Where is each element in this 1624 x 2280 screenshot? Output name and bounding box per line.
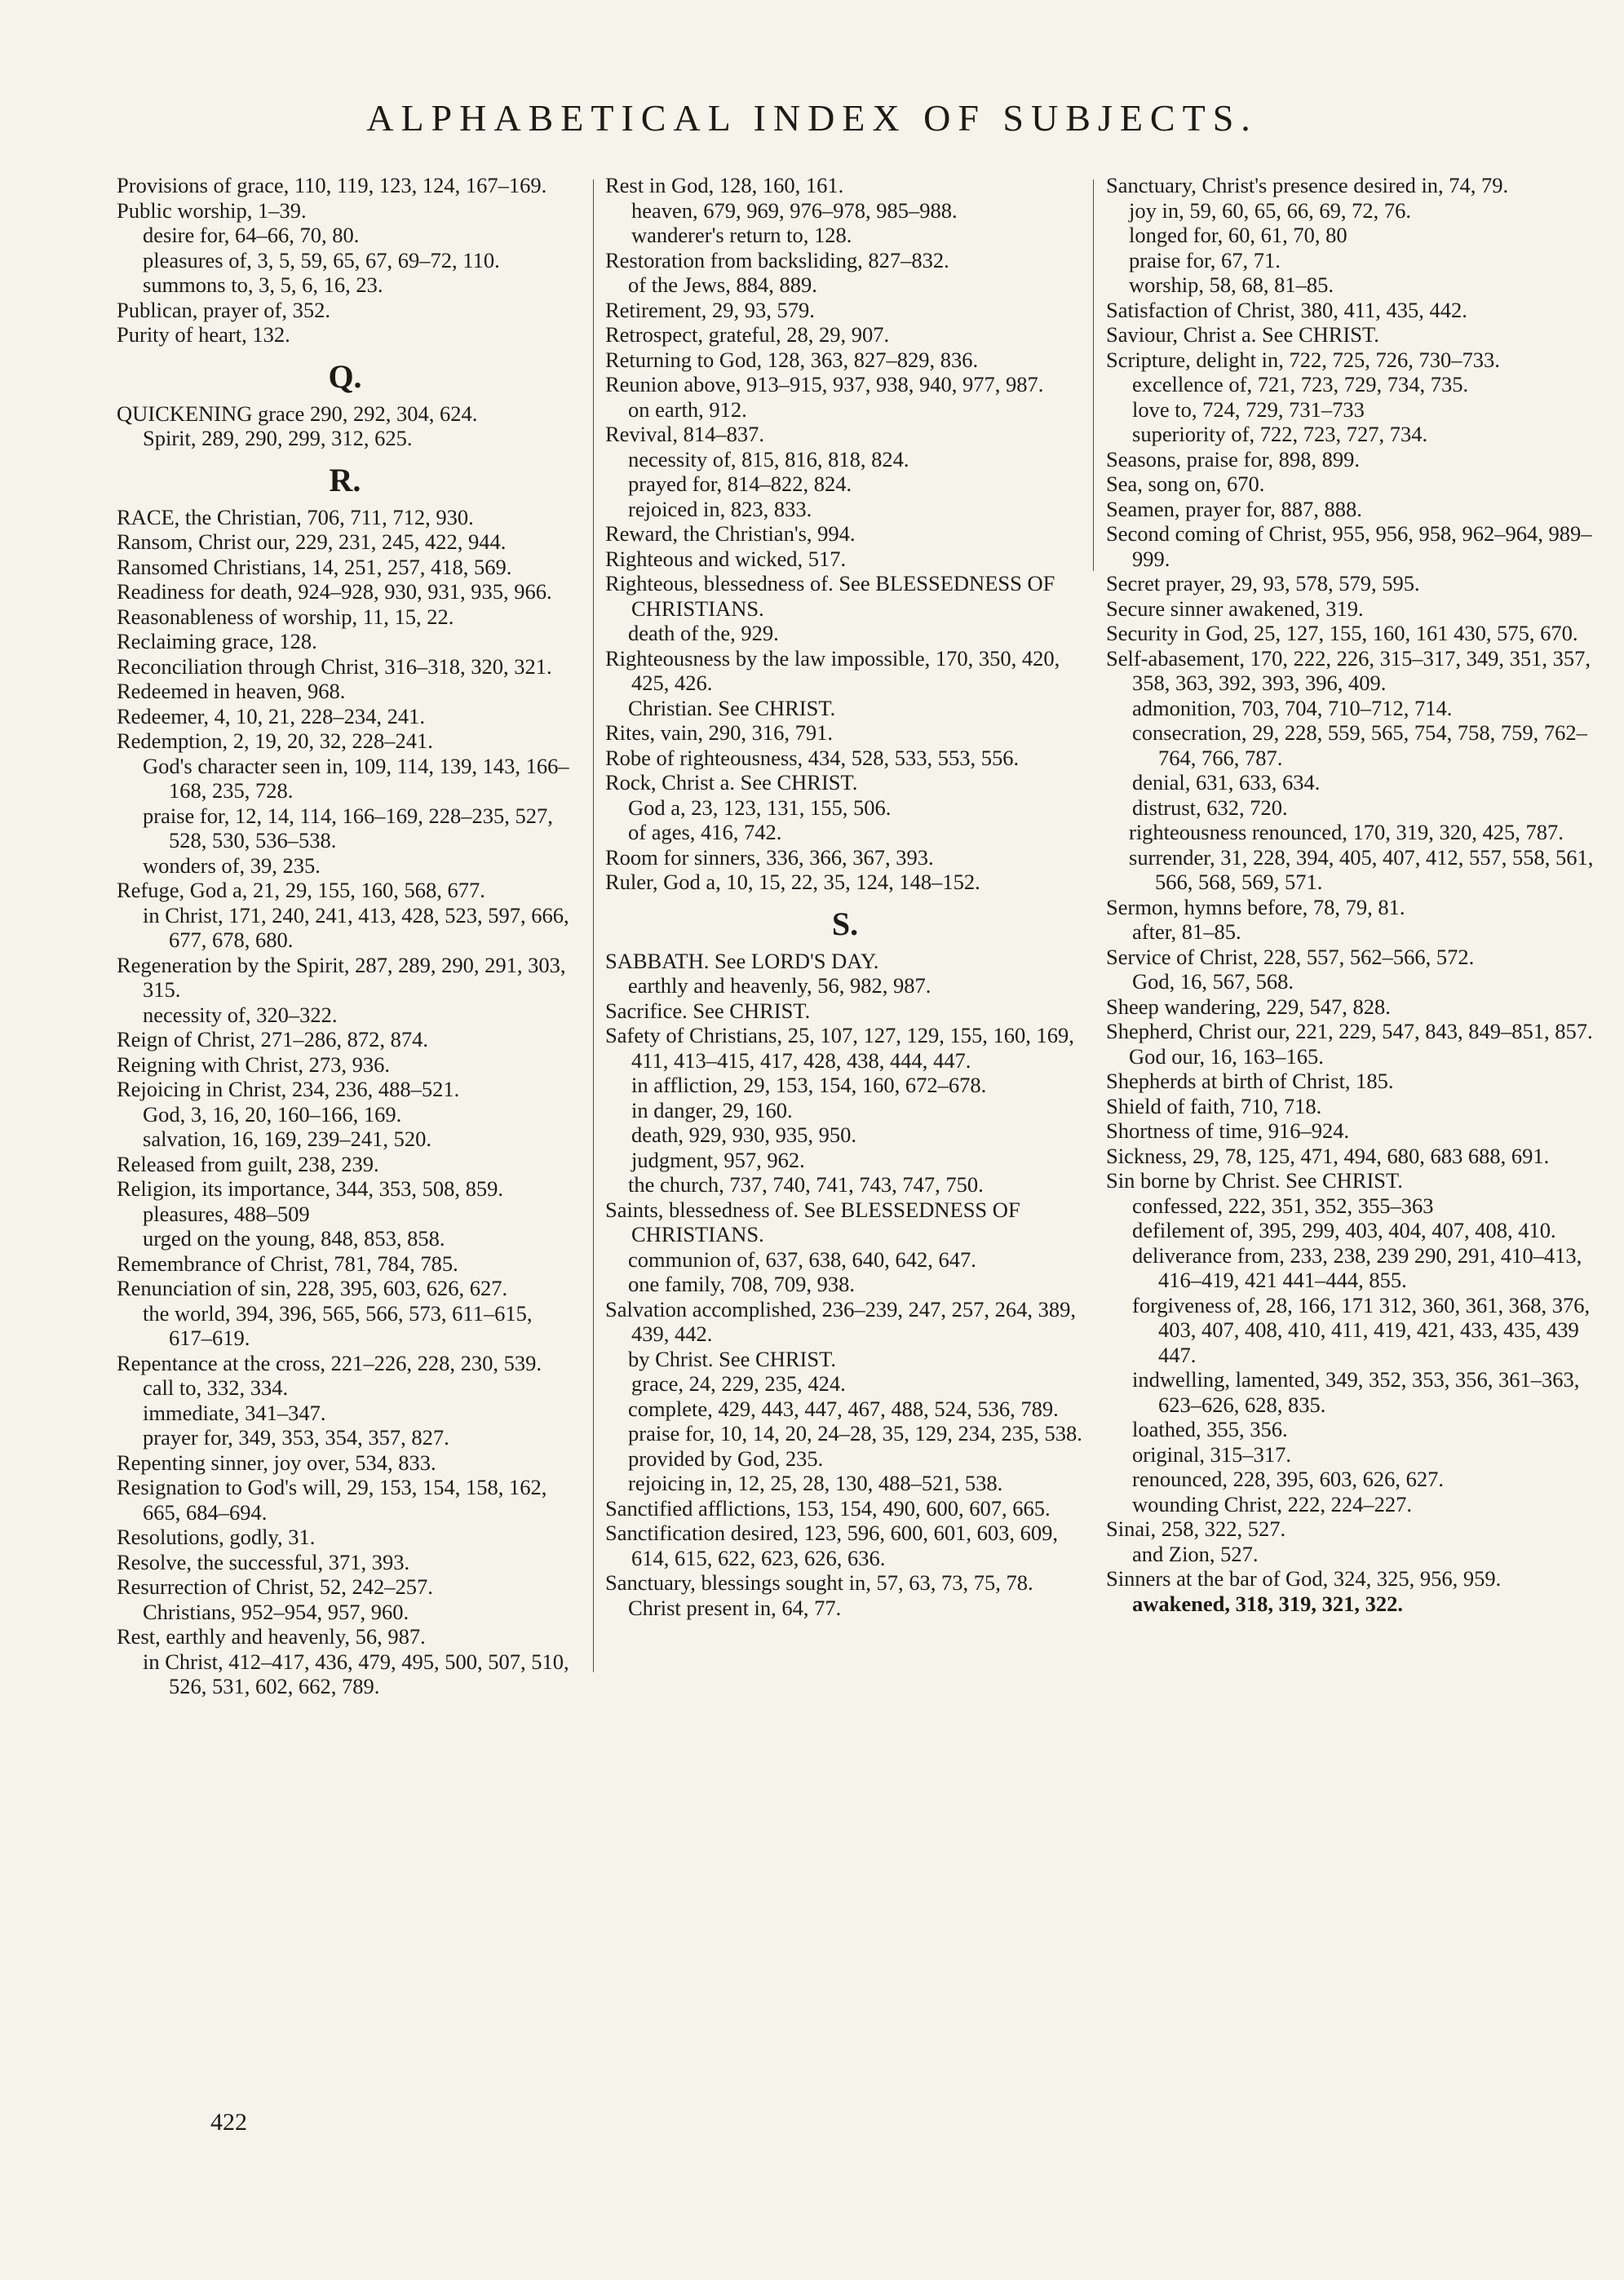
index-subentry: communion of, 637, 638, 640, 642, 647. [628, 1246, 976, 1272]
index-subentry: praise for, 67, 71. [1129, 247, 1281, 272]
index-entry: Repentance at the cross, 221–226, 228, 230, 539. [117, 1350, 542, 1375]
index-entry: Rock, Christ a. See CHRIST. [605, 770, 858, 795]
index-entry: Seasons, praise for, 898, 899. [1106, 446, 1360, 471]
index-subentry: on earth, 912. [628, 396, 747, 422]
index-subentry: Christians, 952–954, 957, 960. [143, 1599, 409, 1624]
index-subentry: urged on the young, 848, 853, 858. [143, 1226, 445, 1251]
index-subentry: rejoiced in, 823, 833. [628, 496, 812, 521]
index-entry: Redemption, 2, 19, 20, 32, 228–241. [117, 728, 433, 753]
index-entry: Righteousness by the law impossible, 170, 350, 420, 425, 426. [605, 645, 1060, 695]
index-entry: Seamen, prayer for, 887, 888. [1106, 496, 1362, 521]
index-subentry: the world, 394, 396, 565, 566, 573, 611–615, 617–619. [143, 1300, 533, 1350]
index-subentry: salvation, 16, 169, 239–241, 520. [143, 1127, 432, 1151]
index-subentry: rejoicing in, 12, 25, 28, 130, 488–521, 538. [628, 1471, 1003, 1495]
index-entry: Shepherd, Christ our, 221, 229, 547, 843, 849–851, 857. [1106, 1019, 1593, 1043]
index-subentry: joy in, 59, 60, 65, 66, 69, 72, 76. [1129, 197, 1411, 223]
index-subentry: death, 929, 930, 935, 950. [631, 1122, 857, 1147]
index-subentry: summons to, 3, 5, 6, 16, 23. [143, 272, 383, 297]
index-entry: SABBATH. See LORD'S DAY. [605, 948, 879, 973]
index-subentry: in affliction, 29, 153, 154, 160, 672–678. [631, 1073, 987, 1097]
index-column-3 [1106, 173, 1595, 1616]
index-subentry: immediate, 341–347. [143, 1400, 326, 1425]
index-entry: Restoration from backsliding, 827–832. [605, 247, 949, 272]
index-entry: Sickness, 29, 78, 125, 471, 494, 680, 683 688, 691. [1106, 1143, 1550, 1168]
index-subentry: righteousness renounced, 170, 319, 320, 425, 787. [1129, 820, 1564, 844]
index-entry: Redeemed in heaven, 968. [117, 679, 346, 703]
index-entry: Shield of faith, 710, 718. [1106, 1093, 1322, 1118]
index-subentry: one family, 708, 709, 938. [628, 1272, 855, 1296]
index-entry: Sinners at the bar of God, 324, 325, 956, 959. [1106, 1566, 1502, 1591]
index-entry: Repenting sinner, joy over, 534, 833. [117, 1450, 436, 1475]
index-subentry: grace, 24, 229, 235, 424. [631, 1371, 846, 1396]
section-letter: R. [329, 461, 361, 498]
index-subentry: Spirit, 289, 290, 299, 312, 625. [143, 426, 413, 450]
index-subentry: necessity of, 815, 816, 818, 824. [628, 446, 909, 471]
index-entry: Ruler, God a, 10, 15, 22, 35, 124, 148–152. [605, 870, 980, 894]
index-subentry: renounced, 228, 395, 603, 626, 627. [1132, 1467, 1444, 1491]
index-entry: Retrospect, grateful, 28, 29, 907. [605, 322, 890, 347]
index-subentry: God, 16, 567, 568. [1132, 969, 1294, 994]
index-entry: Rest, earthly and heavenly, 56, 987. [117, 1624, 426, 1649]
index-entry: Renunciation of sin, 228, 395, 603, 626, 627. [117, 1276, 508, 1300]
index-subentry: desire for, 64–66, 70, 80. [143, 223, 360, 247]
index-subentry: earthly and heavenly, 56, 982, 987. [628, 973, 931, 998]
index-subentry: praise for, 10, 14, 20, 24–28, 35, 129, 234, 235, 538. [628, 1421, 1082, 1445]
index-subentry: provided by God, 235. [628, 1445, 824, 1471]
index-entry: Reign of Christ, 271–286, 872, 874. [117, 1027, 429, 1051]
index-entry: Saviour, Christ a. See CHRIST. [1106, 322, 1379, 347]
index-entry: Shortness of time, 916–924. [1106, 1118, 1350, 1143]
index-entry: Ransom, Christ our, 229, 231, 245, 422, 944. [117, 529, 507, 554]
index-subentry: loathed, 355, 356. [1132, 1417, 1288, 1441]
column-divider-left [593, 179, 594, 1672]
index-subentry: wonders of, 39, 235. [143, 852, 321, 878]
index-entry: Room for sinners, 336, 366, 367, 393. [605, 844, 934, 870]
index-entry: Satisfaction of Christ, 380, 411, 435, 442. [1106, 297, 1467, 322]
index-subentry: love to, 724, 729, 731–733 [1132, 396, 1365, 422]
index-entry: Scripture, delight in, 722, 725, 726, 730–733. [1106, 347, 1500, 372]
index-entry: Reward, the Christian's, 994. [605, 521, 856, 546]
index-entry: Reasonableness of worship, 11, 15, 22. [117, 604, 454, 629]
index-entry: Rejoicing in Christ, 234, 236, 488–521. [117, 1077, 460, 1101]
index-subentry: prayed for, 814–822, 824. [628, 471, 852, 496]
page-number: 422 [210, 2109, 247, 2136]
index-entry: Ransomed Christians, 14, 251, 257, 418, 569. [117, 554, 512, 579]
index-entry: Sin borne by Christ. See CHRIST. [1106, 1168, 1403, 1193]
index-subentry: praise for, 12, 14, 114, 166–169, 228–235, 527, 528, 530, 536–538. [143, 803, 553, 852]
index-subentry: superiority of, 722, 723, 727, 734. [1132, 422, 1428, 446]
index-entry: Sermon, hymns before, 78, 79, 81. [1106, 894, 1405, 919]
index-entry: Robe of righteousness, 434, 528, 533, 553, 556. [605, 745, 1020, 770]
index-entry: Sanctuary, blessings sought in, 57, 63, 73, 75, 78. [605, 1570, 1033, 1595]
index-entry: Righteous and wicked, 517. [605, 546, 847, 571]
index-entry: QUICKENING grace 290, 292, 304, 624. [117, 401, 478, 426]
index-entry: Reconciliation through Christ, 316–318, 320, 321. [117, 653, 552, 679]
index-entry: Sanctified afflictions, 153, 154, 490, 600, 607, 665. [605, 1495, 1051, 1521]
index-entry: Secret prayer, 29, 93, 578, 579, 595. [1106, 571, 1420, 595]
index-entry: Retirement, 29, 93, 579. [605, 297, 815, 322]
index-subentry: admonition, 703, 704, 710–712, 714. [1132, 695, 1453, 720]
index-entry: Returning to God, 128, 363, 827–829, 836. [605, 347, 979, 372]
index-entry: Sheep wandering, 229, 547, 828. [1106, 994, 1391, 1019]
index-entry: Purity of heart, 132. [117, 322, 290, 347]
index-entry: Religion, its importance, 344, 353, 508, 859. [117, 1176, 504, 1201]
index-subentry: God, 3, 16, 20, 160–166, 169. [143, 1101, 402, 1127]
index-entry: Security in God, 25, 127, 155, 160, 161 430, 575, 670. [1106, 621, 1578, 645]
index-subentry: worship, 58, 68, 81–85. [1129, 272, 1334, 297]
index-subentry: in Christ, 412–417, 436, 479, 495, 500, 507, 510, 526, 531, 602, 662, 789. [143, 1649, 569, 1698]
index-subentry: necessity of, 320–322. [143, 1002, 338, 1027]
section-letter: Q. [328, 357, 362, 395]
index-entry: Released from guilt, 238, 239. [117, 1151, 379, 1176]
index-subentry: denial, 631, 633, 634. [1132, 770, 1321, 795]
index-entry: Resignation to God's will, 29, 153, 154, 158, 162, 665, 684–694. [117, 1475, 547, 1525]
index-subentry: wanderer's return to, 128. [631, 223, 852, 247]
index-entry: Resurrection of Christ, 52, 242–257. [117, 1574, 433, 1599]
index-entry: RACE, the Christian, 706, 711, 712, 930. [117, 504, 474, 529]
index-subentry: heaven, 679, 969, 976–978, 985–988. [631, 197, 958, 223]
index-entry: Saints, blessedness of. See BLESSEDNESS OF CHRISTIANS. [605, 1197, 1020, 1246]
index-entry: Self-abasement, 170, 222, 226, 315–317, 349, 351, 357, 358, 363, 392, 393, 396, 409. [1106, 645, 1591, 695]
index-subentry: death of the, 929. [628, 621, 779, 645]
index-entry: Rites, vain, 290, 316, 791. [605, 720, 833, 745]
index-subentry: God's character seen in, 109, 114, 139, 143, 166–168, 235, 728. [143, 753, 569, 803]
index-subentry: indwelling, lamented, 349, 352, 353, 356, 361–363, 623–626, 628, 835. [1132, 1367, 1580, 1417]
index-entry: Revival, 814–837. [605, 422, 765, 446]
column-divider-right [1093, 179, 1094, 571]
index-subentry: original, 315–317. [1132, 1441, 1292, 1467]
index-entry: Secure sinner awakened, 319. [1106, 595, 1364, 621]
section-letter: S. [831, 905, 859, 942]
index-entry: Salvation accomplished, 236–239, 247, 257, 264, 389, 439, 442. [605, 1296, 1077, 1346]
index-entry: Reigning with Christ, 273, 936. [117, 1051, 390, 1077]
index-subentry: awakened, 318, 319, 321, 322. [1132, 1591, 1404, 1616]
index-subentry: pleasures of, 3, 5, 59, 65, 67, 69–72, 110. [143, 247, 500, 272]
index-entry: Readiness for death, 924–928, 930, 931, 935, 966. [117, 579, 552, 604]
index-subentry: confessed, 222, 351, 352, 355–363 [1132, 1193, 1434, 1218]
index-subentry: defilement of, 395, 299, 403, 404, 407, 408, 410. [1132, 1218, 1556, 1242]
index-subentry: prayer for, 349, 353, 354, 357, 827. [143, 1425, 449, 1450]
index-entry: Righteous, blessedness of. See BLESSEDNESS OF CHRISTIANS. [605, 571, 1055, 621]
index-entry: Remembrance of Christ, 781, 784, 785. [117, 1251, 458, 1276]
index-subentry: in danger, 29, 160. [631, 1097, 793, 1122]
index-subentry: Christian. See CHRIST. [628, 695, 836, 720]
index-entry: Publican, prayer of, 352. [117, 297, 330, 322]
index-subentry: judgment, 957, 962. [631, 1147, 805, 1172]
index-entry: Reclaiming grace, 128. [117, 629, 317, 653]
index-subentry: by Christ. See CHRIST. [628, 1346, 836, 1371]
index-entry: Service of Christ, 228, 557, 562–566, 572. [1106, 944, 1475, 969]
index-subentry: and Zion, 527. [1132, 1541, 1259, 1566]
index-entry: Resolutions, godly, 31. [117, 1525, 316, 1549]
index-entry: Second coming of Christ, 955, 956, 958, 962–964, 989–999. [1106, 521, 1592, 571]
index-subentry: deliverance from, 233, 238, 239 290, 291, 410–413, 416–419, 421 441–444, 855. [1132, 1242, 1582, 1292]
index-column-2 [605, 173, 1085, 1620]
index-entry: Shepherds at birth of Christ, 185. [1106, 1069, 1394, 1093]
index-entry: Sea, song on, 670. [1106, 471, 1265, 496]
index-subentry: the church, 737, 740, 741, 743, 747, 750. [628, 1172, 984, 1197]
index-entry: Rest in God, 128, 160, 161. [605, 173, 844, 197]
index-subentry: God our, 16, 163–165. [1129, 1043, 1324, 1069]
index-subentry: consecration, 29, 228, 559, 565, 754, 758, 759, 762–764, 766, 787. [1132, 720, 1587, 770]
index-entry: Regeneration by the Spirit, 287, 289, 290, 291, 303, 315. [117, 952, 566, 1002]
index-entry: Reunion above, 913–915, 937, 938, 940, 977, 987. [605, 372, 1044, 396]
index-entry: Sanctification desired, 123, 596, 600, 601, 603, 609, 614, 615, 622, 623, 626, 636. [605, 1521, 1058, 1570]
index-column-1 [117, 173, 573, 1699]
index-subentry: longed for, 60, 61, 70, 80 [1129, 223, 1347, 247]
index-subentry: of the Jews, 884, 889. [628, 272, 817, 297]
index-subentry: pleasures, 488–509 [143, 1201, 310, 1226]
index-subentry: complete, 429, 443, 447, 467, 488, 524, 536, 789. [628, 1396, 1059, 1421]
index-subentry: excellence of, 721, 723, 729, 734, 735. [1132, 372, 1469, 396]
index-subentry: God a, 23, 123, 131, 155, 506. [628, 795, 892, 820]
index-subentry: of ages, 416, 742. [628, 820, 782, 844]
index-subentry: Christ present in, 64, 77. [628, 1595, 842, 1620]
index-subentry: wounding Christ, 222, 224–227. [1132, 1491, 1413, 1516]
index-entry: Sanctuary, Christ's presence desired in, 74, 79. [1106, 173, 1509, 197]
index-subentry: forgiveness of, 28, 166, 171 312, 360, 361, 368, 376, 403, 407, 408, 410, 411, 419, 421, 433, 435, 439 447. [1132, 1292, 1591, 1367]
index-subentry: after, 81–85. [1132, 919, 1241, 944]
index-entry: Safety of Christians, 25, 107, 127, 129, 155, 160, 169, 411, 413–415, 417, 428, 438, 444, 447. [605, 1023, 1074, 1073]
page-title: ALPHABETICAL INDEX OF SUBJECTS. [366, 97, 1258, 139]
index-subentry: call to, 332, 334. [143, 1375, 289, 1400]
index-entry: Refuge, God a, 21, 29, 155, 160, 568, 677. [117, 878, 485, 902]
index-entry: Public worship, 1–39. [117, 197, 307, 223]
index-subentry: surrender, 31, 228, 394, 405, 407, 412, 557, 558, 561, 566, 568, 569, 571. [1129, 844, 1594, 894]
index-entry: Sacrifice. See CHRIST. [605, 998, 811, 1023]
index-entry: Resolve, the successful, 371, 393. [117, 1549, 410, 1574]
index-entry: Redeemer, 4, 10, 21, 228–234, 241. [117, 703, 425, 728]
index-entry: Sinai, 258, 322, 527. [1106, 1516, 1286, 1541]
index-subentry: in Christ, 171, 240, 241, 413, 428, 523, 597, 666, 677, 678, 680. [143, 902, 569, 952]
index-entry: Provisions of grace, 110, 119, 123, 124, 167–169. [117, 173, 547, 197]
index-subentry: distrust, 632, 720. [1132, 795, 1288, 820]
